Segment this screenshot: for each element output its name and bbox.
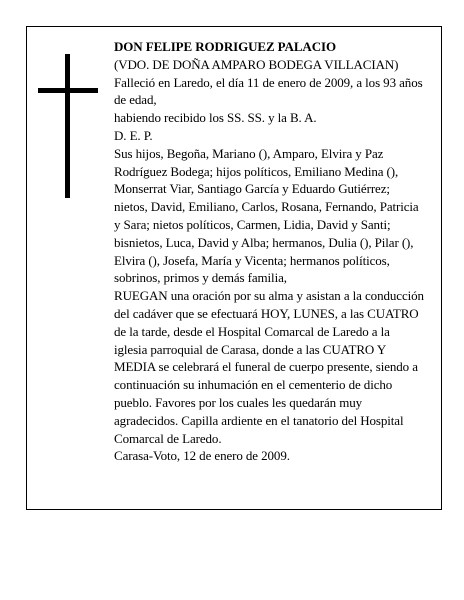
deceased-name: DON FELIPE RODRIGUEZ PALACIO: [114, 39, 336, 54]
cross-horizontal-bar: [38, 88, 98, 93]
notice-text: [114, 38, 426, 465]
widower-line: (VDO. DE DOÑA AMPARO BODEGA VILLACIAN): [114, 56, 399, 72]
rip-line: D. E. P.: [114, 127, 153, 143]
cross-icon: [38, 54, 98, 198]
family-list: Sus hijos, Begoña, Mariano (), Amparo, Elvira y Paz Rodríguez Bodega; hijos políticos, Emiliano Medina (), Monserrat Viar, Santiago García y Eduardo Gutiérrez; nietos, David, Emiliano, Carlos, Rosana, Fernando, Patricia y Sara; nietos políticos, Carmen, Lidia, David y Santi; bisnietos, Luca, David y Alba; hermanos, Dulia (), Pilar (), Elvira (), Josefa, María y Vicenta; hermanos políticos, sobrinos, primos y demás familia,: [114, 145, 419, 286]
place-date-signoff: Carasa-Voto, 12 de enero de 2009.: [114, 448, 290, 464]
funeral-request: RUEGAN una oración por su alma y asistan a la conducción del cadáver que se efectuará HOY, LUNES, a las CUATRO de la tarde, desde el Hospital Comarcal de Laredo a la iglesia parroquial de Carasa, donde a las CUATRO Y MEDIA se celebrará el funeral de cuerpo presente, siendo a continuación su inhumación en el cementerio de dicho pueblo. Favores por los cuales les quedarán muy agradecidos. Capilla ardiente en el tanatorio del Hospital Comarcal de Laredo.: [114, 288, 424, 446]
death-announcement: Falleció en Laredo, el día 11 de enero de 2009, a los 93 años de edad,: [114, 74, 423, 108]
cross-vertical-bar: [65, 54, 70, 198]
sacraments-line: habiendo recibido los SS. SS. y la B. A.: [114, 110, 317, 126]
